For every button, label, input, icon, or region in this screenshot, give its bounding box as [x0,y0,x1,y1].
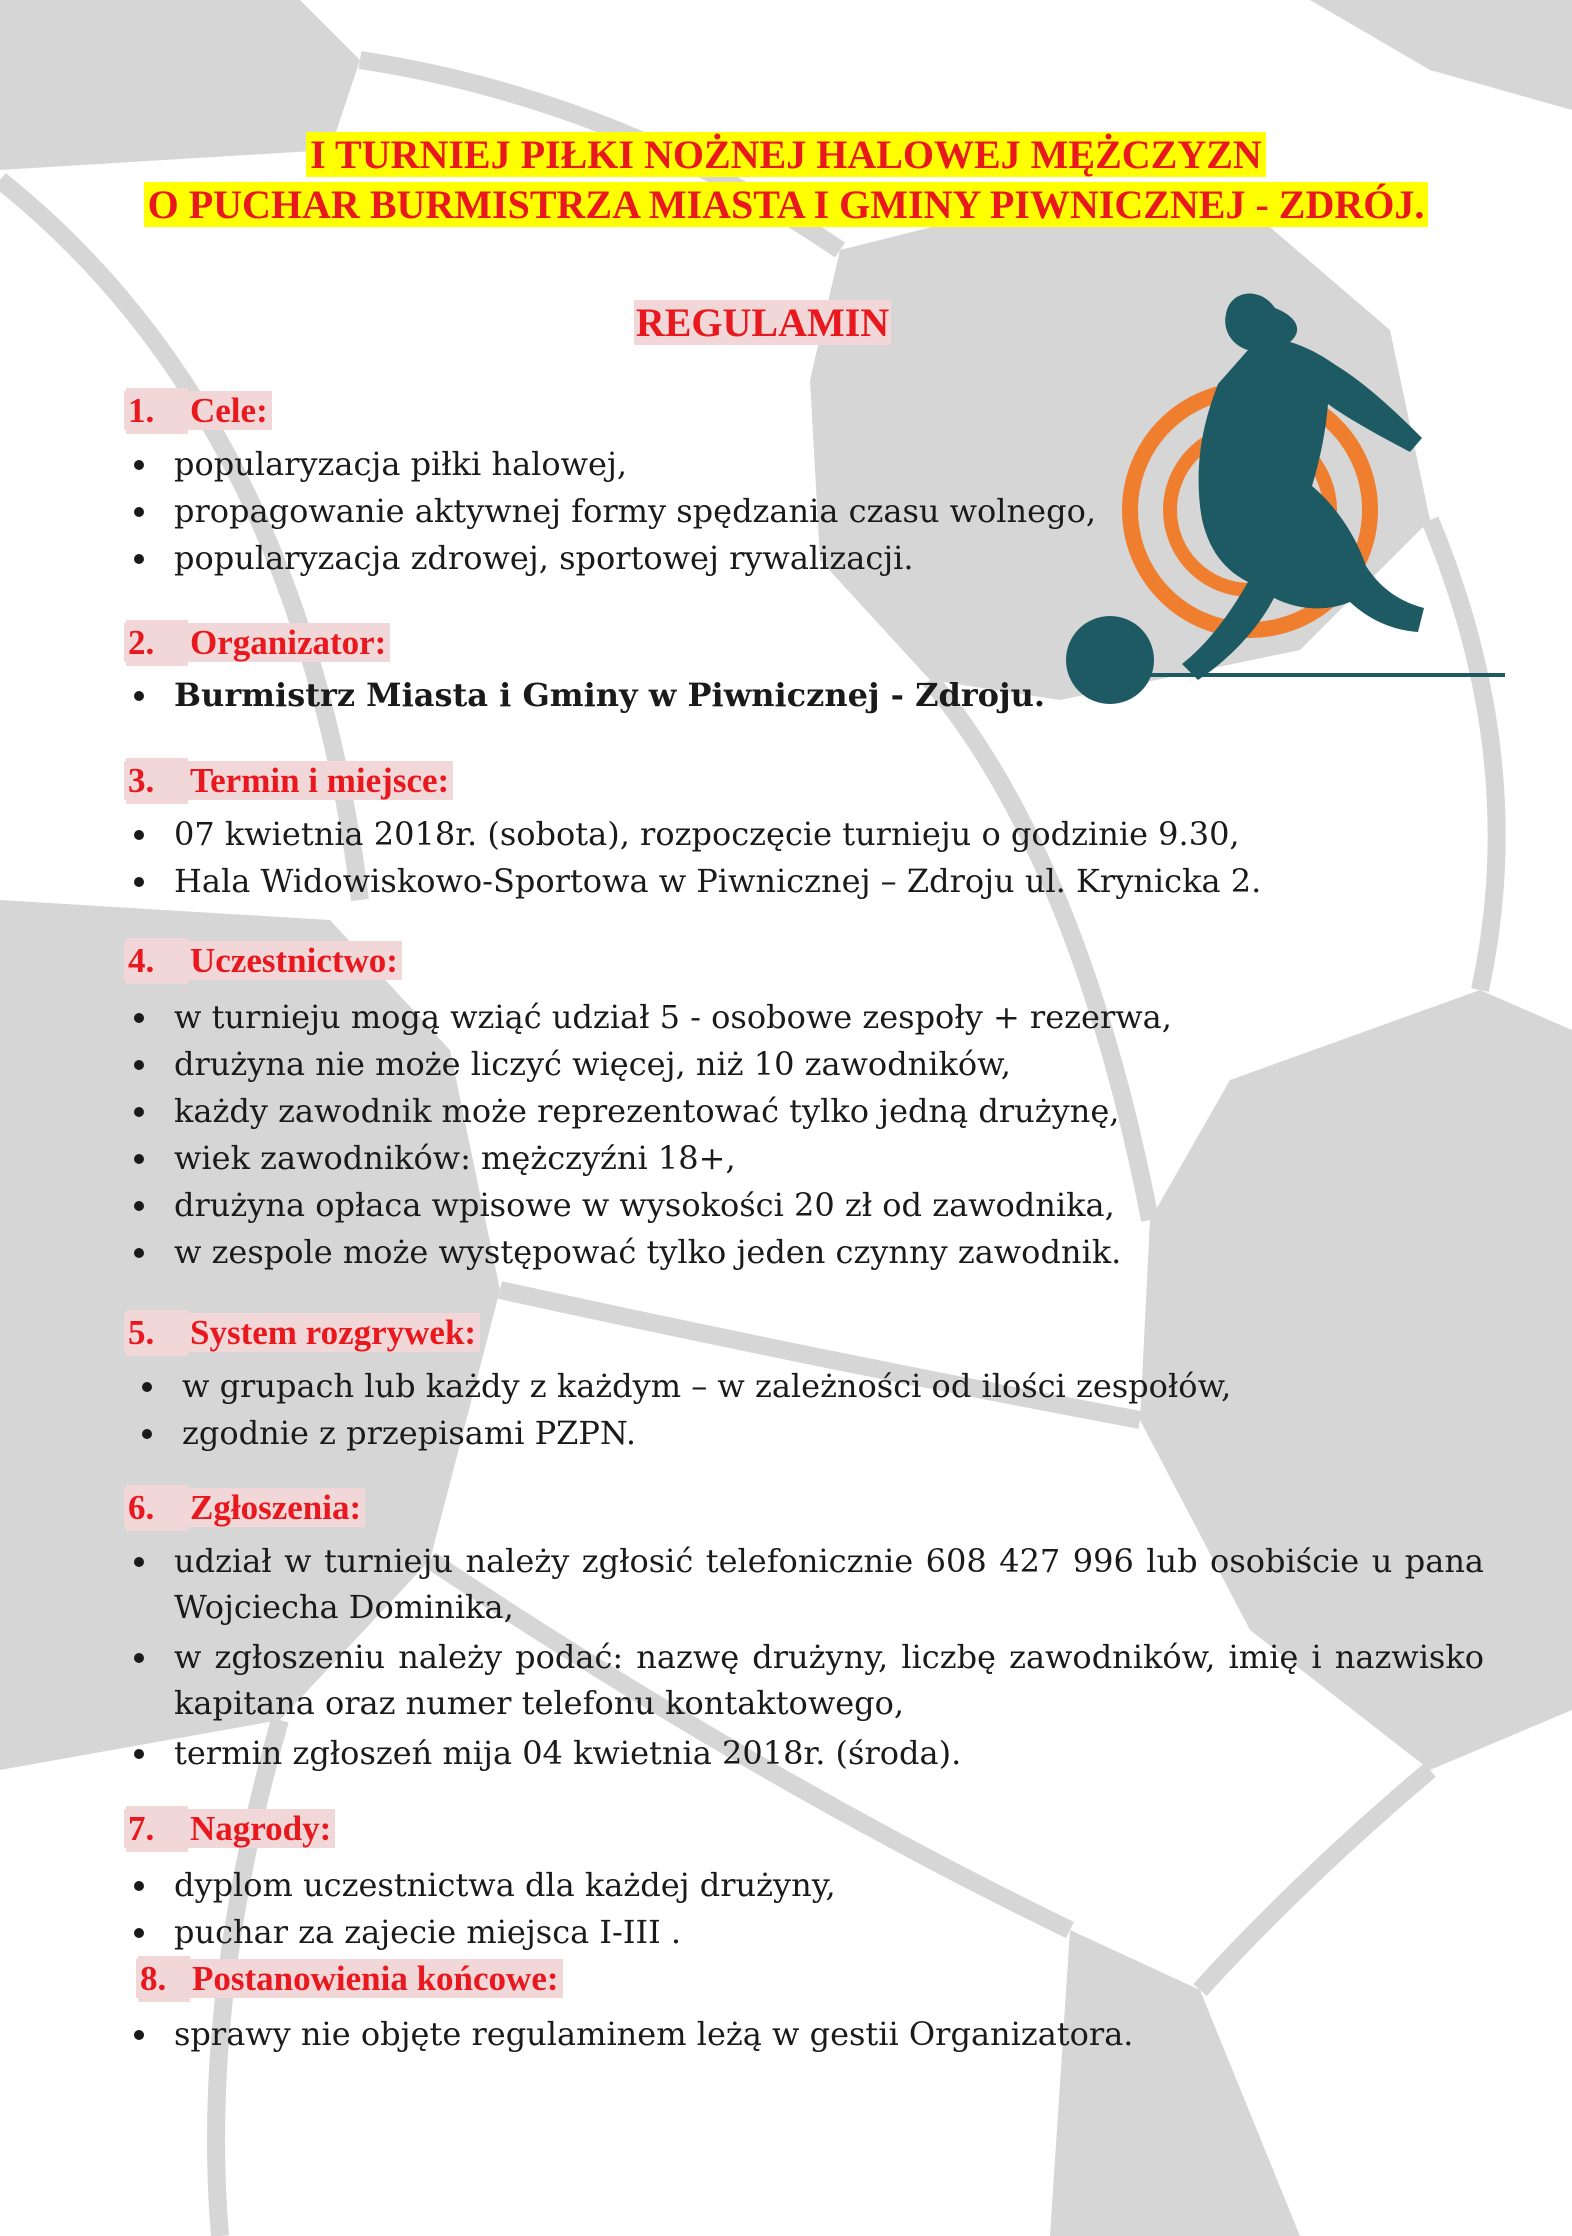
list-item: popularyzacja zdrowej, sportowej rywalizacji. [124,535,1074,582]
section-list-uczestnictwo [124,994,1424,1276]
list-item: puchar za zajecie miejsca I-III . [124,1909,1424,1956]
list-item: w zespole może występować tylko jeden czynny zawodnik. [124,1229,1424,1276]
list-item: udział w turnieju należy zgłosić telefonicznie 608 427 996 lub osobiście u pana Wojciecha Dominika, [124,1538,1484,1630]
section-list-system [132,1363,1432,1457]
list-item: każdy zawodnik może reprezentować tylko jedną drużynę, [124,1088,1424,1135]
list-item: termin zgłoszeń mija 04 kwietnia 2018r. (środa). [124,1730,1484,1777]
section-heading-organizator: 2. Organizator: [124,620,390,666]
list-item: sprawy nie objęte regulaminem leżą w gestii Organizatora. [124,2011,1424,2058]
section-heading-system: 5. System rozgrywek: [124,1310,480,1356]
list-item: propagowanie aktywnej formy spędzania czasu wolnego, [124,488,1074,535]
section-list-cele [124,441,1096,582]
section-list-termin [124,811,1424,905]
section-heading-zgloszenia: 6. Zgłoszenia: [124,1485,365,1531]
title-line-1: I TURNIEJ PIŁKI NOŻNEJ HALOWEJ MĘŻCZYZN [0,130,1572,180]
section-heading-cele: 1. Cele: [124,388,272,434]
section-list-nagrody [124,1862,1424,1956]
section-list-zgloszenia [124,1538,1484,1777]
section-list-postanowienia [124,2011,1424,2058]
section-heading-termin: 3. Termin i miejsce: [124,758,453,804]
list-item: Burmistrz Miasta i Gminy w Piwnicznej - Zdroju. [124,672,1074,719]
section-heading-nagrody: 7. Nagrody: [124,1806,335,1852]
list-item: zgodnie z przepisami PZPN. [132,1410,1432,1457]
list-item: Hala Widowiskowo-Sportowa w Piwnicznej – Zdroju ul. Krynicka 2. [124,858,1424,905]
list-item: w grupach lub każdy z każdym – w zależności od ilości zespołów, [132,1363,1432,1410]
list-item: drużyna nie może liczyć więcej, niż 10 zawodników, [124,1041,1424,1088]
list-item: w turnieju mogą wziąć udział 5 - osobowe zespoły + rezerwa, [124,994,1424,1041]
section-heading-uczestnictwo: 4. Uczestnictwo: [124,938,402,984]
list-item: wiek zawodników: mężczyźni 18+, [124,1135,1424,1182]
list-item: dyplom uczestnictwa dla każdej drużyny, [124,1862,1424,1909]
title-line-2: O PUCHAR BURMISTRZA MIASTA I GMINY PIWNICZNEJ - ZDRÓJ. [0,180,1572,230]
list-item: drużyna opłaca wpisowe w wysokości 20 zł od zawodnika, [124,1182,1424,1229]
section-list-organizator [124,672,1074,719]
list-item: w zgłoszeniu należy podać: nazwę drużyny, liczbę zawodników, imię i nazwisko kapitana oraz numer telefonu kontaktowego, [124,1634,1484,1726]
section-heading-postanowienia: 8. Postanowienia końcowe: [136,1956,563,2002]
list-item: 07 kwietnia 2018r. (sobota), rozpoczęcie turnieju o godzinie 9.30, [124,811,1424,858]
list-item: popularyzacja piłki halowej, [124,441,1074,488]
regulamin-heading: REGULAMIN [635,300,890,345]
